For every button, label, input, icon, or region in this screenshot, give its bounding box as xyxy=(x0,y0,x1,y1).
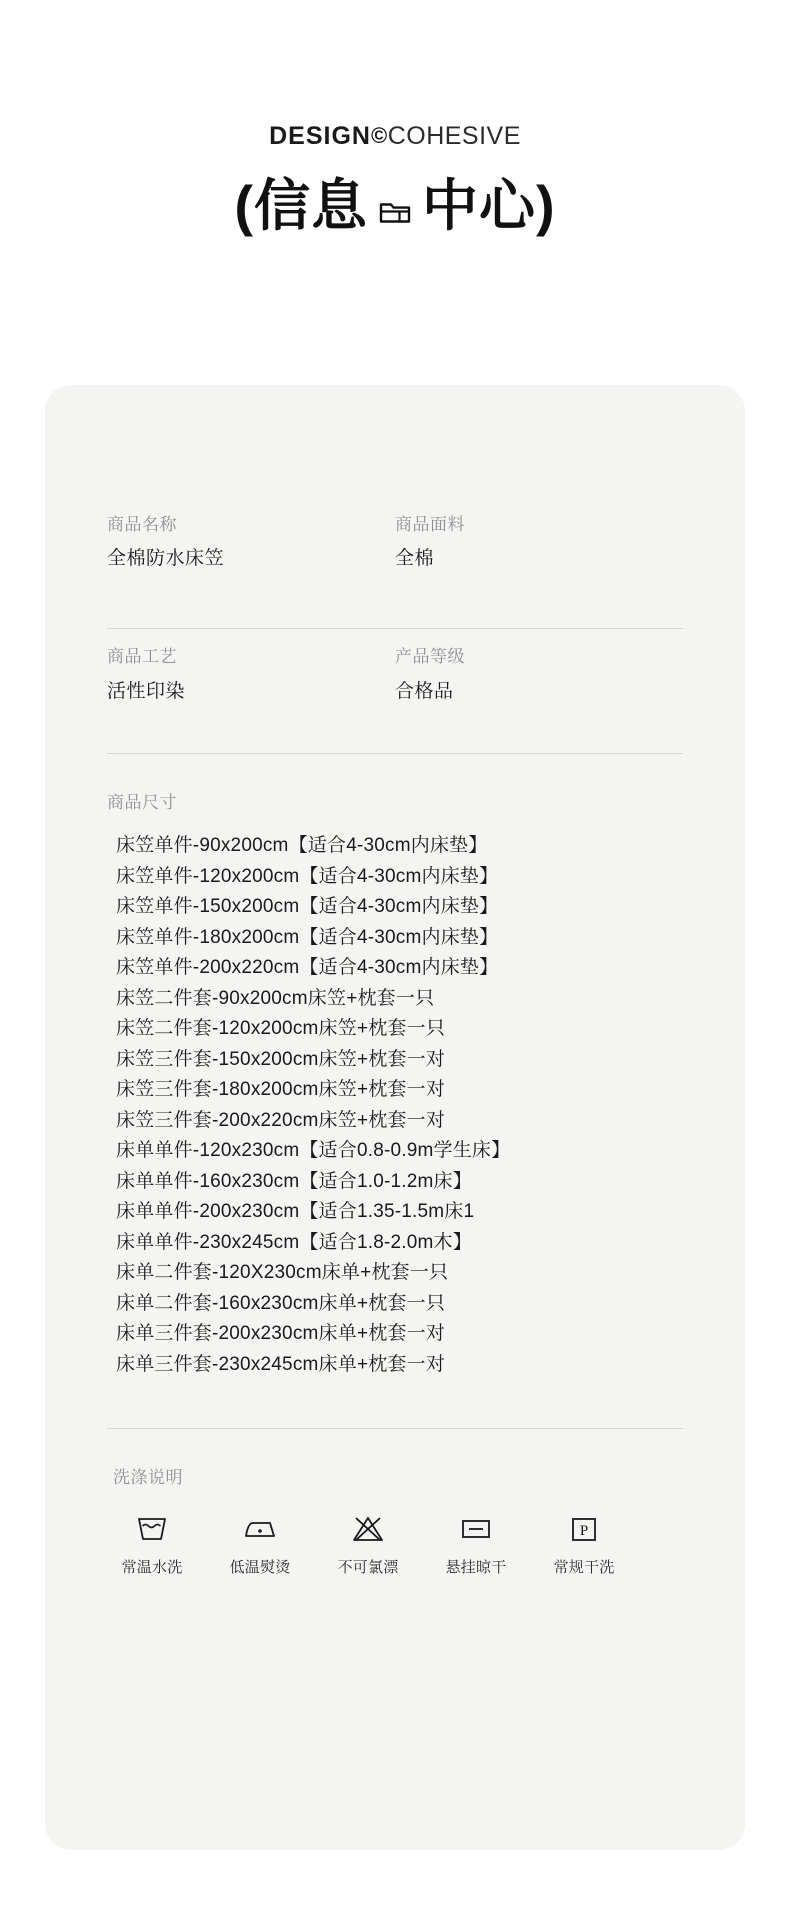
wash-item xyxy=(545,1510,623,1577)
svg-text:P: P xyxy=(579,1523,589,1539)
iron-low-temp-icon xyxy=(221,1510,299,1548)
wash-caption: 常温水洗 xyxy=(121,1559,183,1576)
list-item: 床笠三件套-200x220cm床笠+枕套一对 xyxy=(116,1109,446,1131)
wash-instructions-label: 洗涤说明 xyxy=(113,1468,183,1487)
list-item: 床单单件-230x245cm【适合1.8-2.0m木】 xyxy=(116,1231,472,1253)
spec-value: 合格品 xyxy=(395,680,454,702)
list-item: 床单单件-200x230cm【适合1.35-1.5m床1 xyxy=(116,1201,475,1222)
wash-item xyxy=(437,1510,515,1577)
spec-value: 活性印染 xyxy=(107,680,186,702)
spec-value: 全棉防水床笠 xyxy=(107,548,225,570)
spec-cell-craft xyxy=(107,647,395,703)
brand-name-secondary: COHESIVE xyxy=(387,122,521,150)
page-title-right: 中心) xyxy=(422,174,556,237)
list-item: 床笠单件-150x200cm【适合4-30cm内床垫】 xyxy=(116,896,499,917)
list-item: 床笠单件-90x200cm【适合4-30cm内床垫】 xyxy=(116,835,488,856)
list-item: 床单三件套-200x230cm床单+枕套一对 xyxy=(116,1323,446,1344)
list-item: 床单单件-160x230cm【适合1.0-1.2m床】 xyxy=(116,1170,472,1192)
spec-cell-grade xyxy=(395,647,683,703)
page-title-left: (信息 xyxy=(234,174,368,237)
wash-item xyxy=(113,1510,191,1577)
list-item: 床笠二件套-120x200cm床笠+枕套一只 xyxy=(116,1018,446,1039)
list-item: 床单二件套-120X230cm床单+枕套一只 xyxy=(116,1262,449,1283)
list-item: 床单单件-120x230cm【适合0.8-0.9m学生床】 xyxy=(116,1140,511,1161)
divider xyxy=(107,753,683,754)
wash-normal-temp-icon xyxy=(113,1510,191,1548)
wash-icon-row xyxy=(107,1510,707,1577)
sizes-section xyxy=(107,788,707,1380)
list-item: 床笠单件-180x200cm【适合4-30cm内床垫】 xyxy=(116,926,499,948)
spec-row xyxy=(107,647,683,703)
spec-value: 全棉 xyxy=(395,548,435,570)
spec-label: 商品名称 xyxy=(107,515,177,534)
sizes-label: 商品尺寸 xyxy=(107,793,177,812)
page-title xyxy=(0,174,790,237)
list-item: 床单二件套-160x230cm床单+枕套一只 xyxy=(116,1292,446,1314)
list-item: 床单三件套-230x245cm床单+枕套一对 xyxy=(116,1353,446,1375)
wash-caption: 悬挂晾干 xyxy=(445,1559,507,1576)
spec-cell-product-name xyxy=(107,515,395,571)
wash-caption: 不可氯漂 xyxy=(337,1559,399,1576)
no-bleach-icon xyxy=(329,1510,407,1548)
list-item: 床笠三件套-180x200cm床笠+枕套一对 xyxy=(116,1079,446,1100)
dry-clean-p-icon xyxy=(545,1510,623,1548)
list-item: 床笠二件套-90x200cm床笠+枕套一只 xyxy=(116,987,435,1009)
list-item: 床笠单件-120x200cm【适合4-30cm内床垫】 xyxy=(116,865,499,887)
wash-instructions-section xyxy=(107,1463,707,1577)
spec-label: 商品面料 xyxy=(395,515,465,534)
folder-icon xyxy=(378,195,412,229)
list-item: 床笠单件-200x220cm【适合4-30cm内床垫】 xyxy=(116,957,499,978)
brand-name-primary: DESIGN xyxy=(269,122,371,150)
copyright-icon: © xyxy=(370,123,388,148)
info-card xyxy=(45,385,745,1850)
brand-logo xyxy=(0,122,790,151)
spec-label: 商品工艺 xyxy=(107,647,177,667)
divider xyxy=(107,628,683,629)
hang-dry-icon xyxy=(437,1510,515,1548)
wash-item xyxy=(221,1510,299,1577)
spec-cell-fabric xyxy=(395,515,683,571)
spec-row xyxy=(107,515,683,571)
spec-label: 产品等级 xyxy=(395,647,465,667)
spec-grid xyxy=(107,515,683,703)
list-item: 床笠三件套-150x200cm床笠+枕套一对 xyxy=(116,1048,446,1070)
wash-caption: 低温熨烫 xyxy=(229,1559,291,1576)
wash-caption: 常规干洗 xyxy=(553,1559,615,1576)
divider xyxy=(107,1428,683,1429)
wash-item xyxy=(329,1510,407,1577)
sizes-list xyxy=(107,831,707,1380)
